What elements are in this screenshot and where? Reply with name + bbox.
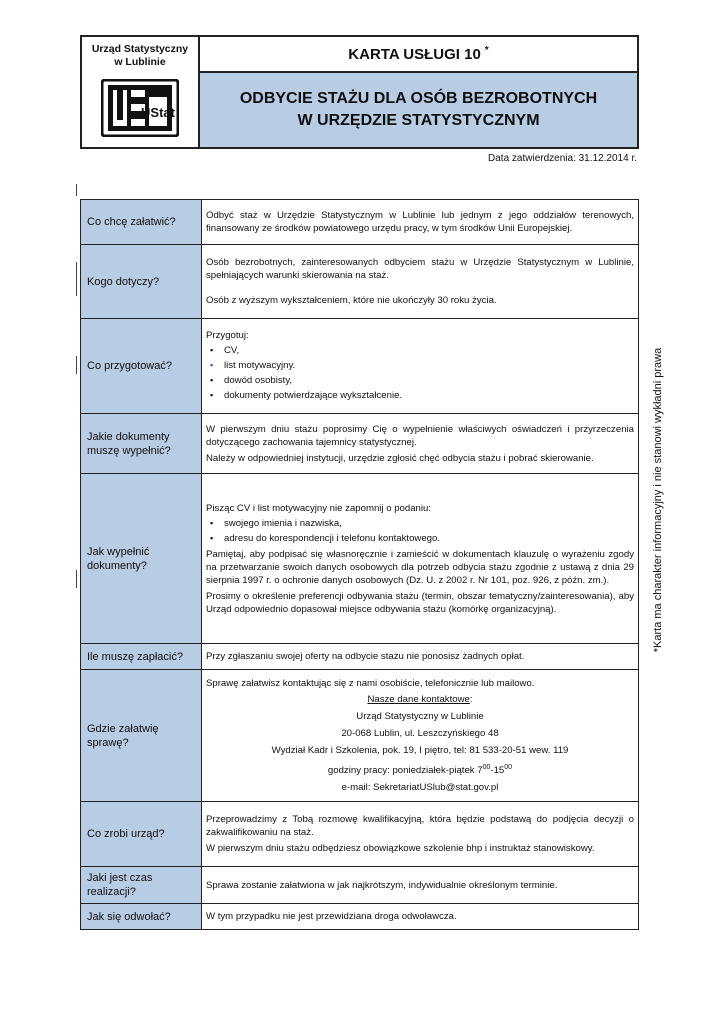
office-cell bbox=[82, 37, 200, 147]
svg-text:UStat: UStat bbox=[141, 105, 175, 120]
row-question: Kogo dotyczy? bbox=[81, 245, 202, 319]
ustat-logo bbox=[101, 79, 179, 137]
office-hours: godziny pracy: poniedziałek-piątek $7^{00}-15^{00}$ bbox=[327, 763, 513, 777]
table-row bbox=[81, 670, 639, 802]
row-question: Jakie dokumenty muszę wypełnić? bbox=[81, 414, 202, 474]
row-question: Jak się odwołać? bbox=[81, 904, 202, 930]
row-question: Co chcę załatwić? bbox=[81, 200, 202, 245]
row-answer: W tym przypadku nie jest przewidziana droga odwoławcza. bbox=[202, 904, 639, 930]
table-row bbox=[81, 904, 639, 930]
list-item: ▪ CV, bbox=[224, 344, 634, 357]
list-item: ▪ dokumenty potwierdzające wykształcenie. bbox=[224, 389, 634, 402]
side-note: *Karta ma charakter informacyjny i nie stanowi wykładni prawa bbox=[652, 347, 664, 653]
row-answer: Przy zgłaszaniu swojej oferty na odbycie stażu nie ponosisz żadnych opłat. bbox=[202, 644, 639, 670]
row-answer: Osób bezrobotnych, zainteresowanych odbyciem stażu w Urzędzie Statystycznym w Lublinie, spełniających warunki skierowania na staż. Osób z wyższym wykształceniem, które nie ukończyły 30 roku życia. bbox=[202, 245, 639, 319]
row-question: Gdzie załatwię sprawę? bbox=[81, 670, 202, 802]
margin-mark bbox=[76, 184, 77, 196]
row-answer: Sprawa zostanie załatwiona w jak najkrótszym, indywidualnie określonym terminie. bbox=[202, 867, 639, 904]
row-answer: Przygotuj: ▪ CV, ▪ list motywacyjny. ▪ dowód osobisty, ▪ dokumenty potwierdzające wykształcenie. bbox=[202, 319, 639, 414]
row-answer: Przeprowadzimy z Tobą rozmowę kwalifikacyjną, która będzie podstawą do podjęcia decyzji o zakwalifikowaniu na staż. W pierwszym dniu stażu odbędziesz obowiązkowe szkolenie bhp i instruktaż stanowiskowy. bbox=[202, 802, 639, 867]
list-item: ▪ swojego imienia i nazwiska, bbox=[224, 517, 634, 530]
card-title: KARTA USŁUGI 10 * bbox=[200, 37, 637, 73]
list-item: ▪ dowód osobisty, bbox=[224, 374, 634, 387]
row-question: Jak wypełnić dokumenty? bbox=[81, 474, 202, 644]
service-name: ODBYCIE STAŻU DLA OSÓB BEZROBOTNYCH W URZĘDZIE STATYSTYCZNYM bbox=[200, 73, 637, 147]
data-list bbox=[206, 517, 634, 545]
table-row bbox=[81, 200, 639, 245]
margin-mark bbox=[76, 570, 77, 588]
row-question: Co przygotować? bbox=[81, 319, 202, 414]
table-row bbox=[81, 319, 639, 414]
approval-date: Data zatwierdzenia: 31.12.2014 r. bbox=[488, 153, 637, 164]
title-cell bbox=[200, 37, 637, 147]
row-question: Ile muszę zapłacić? bbox=[81, 644, 202, 670]
margin-mark bbox=[76, 262, 77, 296]
service-table bbox=[80, 199, 639, 930]
row-answer: Odbyć staż w Urzędzie Statystycznym w Lublinie lub jednym z jego oddziałów terenowych, finansowany ze środków powiatowego urzędu pracy, w tym środków Unii Europejskiej. bbox=[202, 200, 639, 245]
document-list bbox=[206, 344, 634, 402]
table-row bbox=[81, 474, 639, 644]
table-row bbox=[81, 245, 639, 319]
office-name: Urząd Statystyczny w Lublinie bbox=[91, 43, 189, 68]
row-question: Co zrobi urząd? bbox=[81, 802, 202, 867]
table-row bbox=[81, 414, 639, 474]
header-box bbox=[80, 35, 639, 149]
table-row bbox=[81, 644, 639, 670]
table-row bbox=[81, 802, 639, 867]
row-answer: W pierwszym dniu stażu poprosimy Cię o wypełnienie właściwych oświadczeń i przyrzeczenia dotyczącego zachowania tajemnicy statystycznej. Należy w odpowiedniej instytucji, urzędzie zgłosić chęć odbycia stażu i pobrać skierowanie. bbox=[202, 414, 639, 474]
list-item: ▪ list motywacyjny. bbox=[224, 359, 634, 372]
row-answer: Pisząc CV i list motywacyjny nie zapomnij o podaniu: ▪ swojego imienia i nazwiska, ▪ adresu do korespondencji i telefonu kontaktowego. Pamiętaj, aby podpisać się własnoręcznie i zamieścić w dokumentach klauzulę o wyrażeniu zgody na przetwarzanie swoich danych osobowych dla potrzeb odbycia stażu zgodnie z ustawą z dnia 29 sierpnia 1997 r. o ochronie danych osobowych (Dz. U. z 2002 r. Nr 101, poz. 926, z późn. zm.). Prosimy o określenie preferencji odbywania stażu (termin, obszar tematyczny/zainteresowania), aby Urząd odpowiednio dopasował miejsce odbywania stażu (komórkę organizacyjną). bbox=[202, 474, 639, 644]
row-answer: Sprawę załatwisz kontaktując się z nami osobiście, telefonicznie lub mailowo. Nasze dane kontaktowe: Urząd Statystyczny w Lublinie 20-068 Lublin, ul. Leszczyńskiego 48 Wydział Kadr i Szkolenia, pok. 19, I piętro, tel: 81 533-20-51 wew. 119 godziny pracy: poniedziałek-piątek $7^{00}-15^{00}$ e-mail: SekretariatUSlub@stat.gov.pl bbox=[202, 670, 639, 802]
list-item: ▪ adresu do korespondencji i telefonu kontaktowego. bbox=[224, 532, 634, 545]
contact-block: Nasze dane kontaktowe: Urząd Statystyczny w Lublinie 20-068 Lublin, ul. Leszczyńskiego 48 Wydział Kadr i Szkolenia, pok. 19, I piętro, tel: 81 533-20-51 wew. 119 godziny pracy: poniedziałek-piątek $7^{00}-15^{00}$ e-mail: SekretariatUSlub@stat.gov.pl bbox=[206, 693, 634, 794]
contact-email: e-mail: SekretariatUSlub@stat.gov.pl bbox=[341, 782, 499, 794]
table-row bbox=[81, 867, 639, 904]
row-question: Jaki jest czas realizacji? bbox=[81, 867, 202, 904]
margin-mark bbox=[76, 356, 77, 374]
